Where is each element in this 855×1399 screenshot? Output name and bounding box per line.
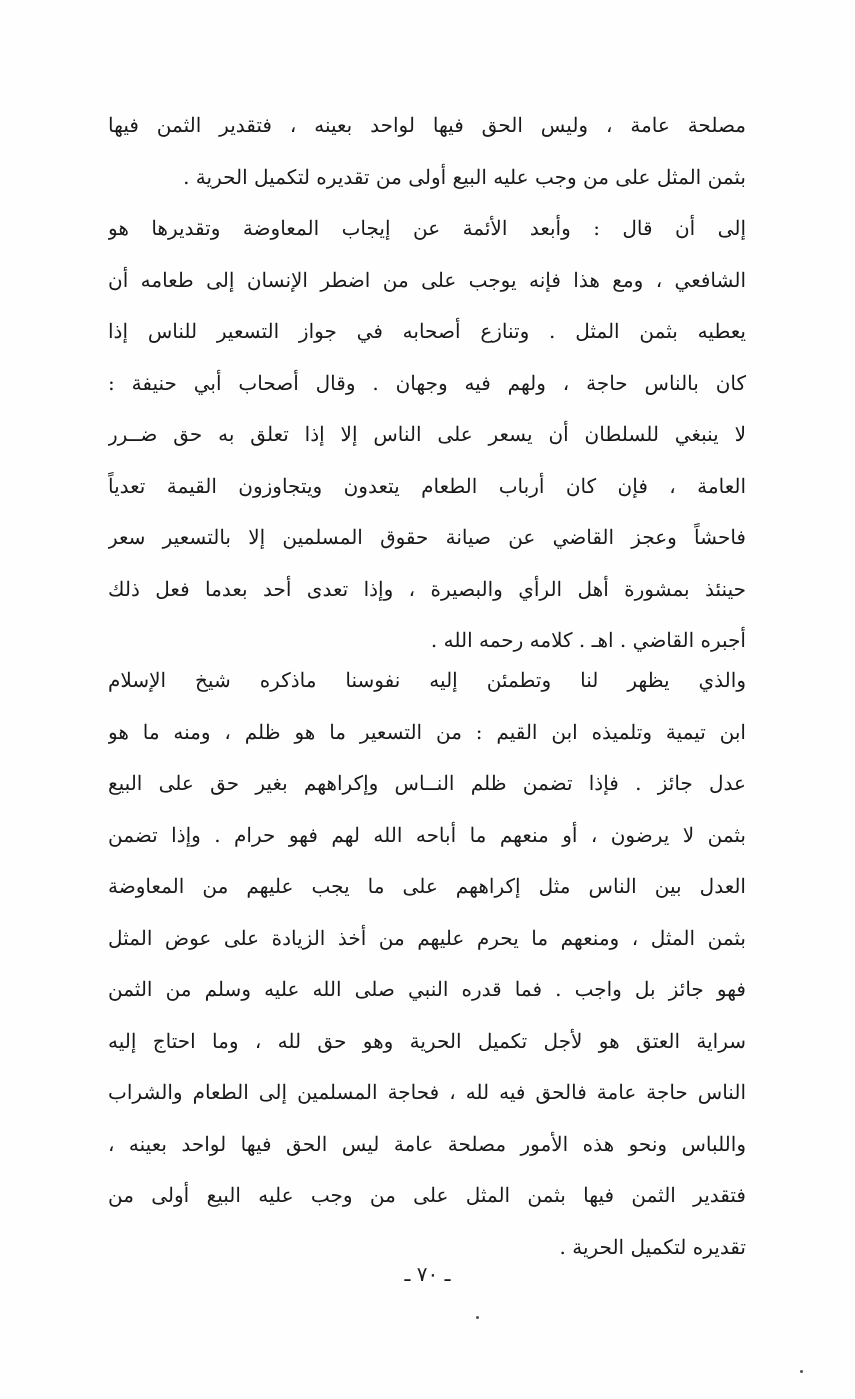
text-line: الناس حاجة عامة فالحق فيه لله ، فحاجة المسلمين إلى الطعام والشراب bbox=[108, 1080, 746, 1104]
text-line: أجبره القاضي . اهـ . كلامه رحمه الله . bbox=[430, 628, 746, 652]
text-line: بثمن لا يرضون ، أو منعهم ما أباحه الله لهم فهو حرام . وإذا تضمن bbox=[108, 822, 746, 847]
text-line: تقديره لتكميل الحرية . bbox=[559, 1234, 746, 1259]
scan-speck bbox=[476, 1316, 479, 1319]
text-line: العدل بين الناس مثل إكراههم على ما يجب عليهم من المعاوضة bbox=[108, 874, 746, 898]
paragraph-1 bbox=[108, 100, 746, 667]
text-line: فهو جائز بل واجب . فما قدره النبي صلى الله عليه وسلم من الثمن bbox=[108, 977, 746, 1001]
text-line: الشافعي ، ومع هذا فإنه يوجب على من اضطر الإنسان إلى طعامه أن bbox=[108, 267, 746, 292]
text-line: ابن تيمية وتلميذه ابن القيم : من التسعير ما هو ظلم ، ومنه ما هو bbox=[108, 719, 746, 744]
text-line: حينئذ بمشورة أهل الرأي والبصيرة ، وإذا تعدى أحد بعدما فعل ذلك bbox=[108, 576, 746, 601]
text-line: فاحشاً وعجز القاضي عن صيانة حقوق المسلمين إلا بالتسعير سعر bbox=[108, 525, 746, 549]
scan-speck bbox=[800, 1370, 803, 1373]
text-line: فتقدير الثمن فيها بثمن المثل على من وجب عليه البيع أولى من bbox=[108, 1183, 746, 1207]
paragraph-2 bbox=[108, 655, 746, 1273]
text-line: بثمن المثل على من وجب عليه البيع أولى من تقديره لتكميل الحرية . bbox=[183, 164, 746, 189]
text-line: واللباس ونحو هذه الأمور مصلحة عامة ليس الحق فيها لواحد بعينه ، bbox=[108, 1131, 746, 1156]
text-line: والذي يظهر لنا وتطمئن إليه نفوسنا ماذكره شيخ الإسلام bbox=[108, 668, 746, 692]
text-line: مصلحة عامة ، وليس الحق فيها لواحد بعينه ، فتقدير الثمن فيها bbox=[108, 113, 746, 137]
text-line: لا ينبغي للسلطان أن يسعر على الناس إلا إذا تعلق به حق ضــرر bbox=[108, 422, 746, 446]
text-line: إلى أن قال : وأبعد الأئمة عن إيجاب المعاوضة وتقديرها هو bbox=[108, 216, 746, 240]
text-line: كان بالناس حاجة ، ولهم فيه وجهان . وقال أصحاب أبي حنيفة : bbox=[108, 370, 746, 395]
text-line: بثمن المثل ، ومنعهم ما يحرم عليهم من أخذ الزيادة على عوض المثل bbox=[108, 925, 746, 950]
text-line: يعطيه بثمن المثل . وتنازع أصحابه في جواز التسعير للناس إذا bbox=[108, 319, 746, 343]
text-line: سراية العتق هو لأجل تكميل الحرية وهو حق لله ، وما احتاج إليه bbox=[108, 1028, 746, 1053]
page-number: ـ ٧٠ ـ bbox=[404, 1262, 451, 1286]
text-line: عدل جائز . فإذا تضمن ظلم النــاس وإكراههم بغير حق على البيع bbox=[108, 771, 746, 795]
text-line: العامة ، فإن كان أرباب الطعام يتعدون ويتجاوزون القيمة تعدياً bbox=[108, 473, 746, 498]
